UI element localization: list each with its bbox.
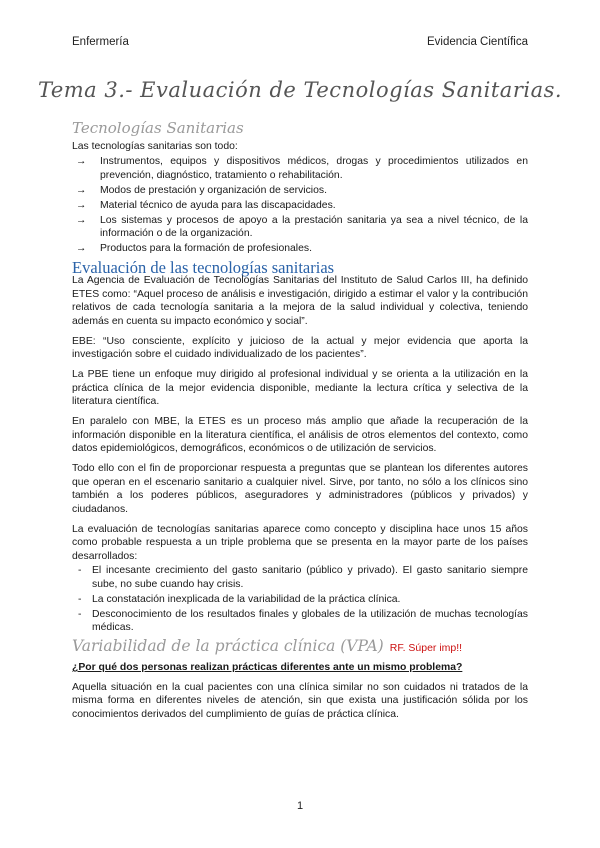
section-heading-variabilidad: Variabilidad de la práctica clínica (VPA): [72, 636, 384, 655]
paragraph: La PBE tiene un enfoque muy dirigido al profesional individual y se orienta a la utilización en la práctica clínica de la mejor evidencia disponible, mediante la lectura crítica y selectiva de la literatura científica.: [72, 369, 528, 407]
arrow-icon: →: [76, 184, 87, 196]
paragraph: Aquella situación en la cual pacientes con una clínica similar no son cuidados ni tratados de la misma forma en diferentes niveles de atención, sin que exista una justificación sólida por los conocimientos derivados del cumplimiento de guías de práctica clínica.: [72, 681, 528, 720]
dash-bullet: -: [78, 593, 82, 605]
arrow-icon: →: [76, 199, 87, 211]
question-text: ¿Por qué dos personas realizan prácticas diferentes ante un mismo problema?: [72, 662, 463, 673]
list-item: → Instrumentos, equipos y dispositivos médicos, drogas y procedimientos utilizados en prevención, diagnóstico, tratamiento o rehabilitación.: [76, 156, 528, 181]
dash-bullet: -: [78, 565, 82, 576]
list-item: → Productos para la formación de profesionales.: [76, 243, 312, 254]
dash-bullet: -: [78, 608, 82, 620]
list-item: → Modos de prestación y organización de servicios.: [76, 184, 327, 196]
section-heading-evaluacion: Evaluación de las tecnologías sanitarias: [72, 257, 335, 277]
list-item: → Los sistemas y procesos de apoyo a la prestación sanitaria ya sea a nivel técnico, de la información o de la organización.: [76, 214, 528, 239]
intro-text: Las tecnologías sanitarias son todo:: [72, 140, 238, 152]
list-item: - La constatación inexplicada de la variabilidad de la práctica clínica.: [78, 593, 401, 605]
paragraph: La evaluación de tecnologías sanitarias aparece como concepto y disciplina hace unos 15 años como probable respuesta a un triple problema que se presenta en la mayor parte de los países desarrollados:: [72, 523, 528, 562]
header-right: Evidencia Científica: [427, 36, 528, 48]
list-item: → Material técnico de ayuda para las discapacidades.: [76, 199, 336, 211]
header-left: Enfermería: [72, 36, 129, 48]
importance-note: RF. Súper imp!!: [389, 641, 463, 654]
arrow-icon: →: [76, 243, 87, 254]
section-heading-tecnologias: Tecnologías Sanitarias: [72, 119, 244, 137]
problem-list: [72, 564, 528, 635]
section-heading-row: [72, 636, 528, 656]
paragraph: En paralelo con MBE, la ETES es un proceso más amplio que añade la recuperación de la información disponible en la literatura científica, el análisis de otros elementos del contexto, como datos epidemiológicos, demográficos, económicos o de utilización de servicios.: [72, 416, 528, 454]
paragraph: La Agencia de Evaluación de Tecnologías Sanitarias del Instituto de Salud Carlos III, ha definido ETES como: “Aquel proceso de análisis e investigación, dirigido a estimar el valor y la contribución relativos de cada tecnología sanitaria a la mejora de la salud individual y colectiva, teniendo además en cuenta su impacto económico y social”.: [72, 275, 528, 327]
document-body: [72, 119, 528, 728]
arrow-icon: →: [76, 214, 87, 226]
list-item: - El incesante crecimiento del gasto sanitario (público y privado). El gasto sanitario siempre sube, no sube cuando hay crisis.: [78, 565, 528, 590]
arrow-icon: →: [76, 156, 87, 167]
paragraph: EBE: “Uso consciente, explícito y juicioso de la actual y mejor evidencia que aporta la investigación sobre el cuidado individualizado de los pacientes”.: [72, 335, 528, 360]
page-title: Tema 3.- Evaluación de Tecnologías Sanitarias.: [37, 78, 563, 102]
list-item: - Desconocimiento de los resultados finales y globales de la utilización de muchas tecnologías médicas.: [78, 608, 528, 633]
tecnologias-list: [72, 155, 528, 256]
paragraph: Todo ello con el fin de proporcionar respuesta a preguntas que se plantean los diferentes autores que operan en el escenario sanitario a cualquier nivel. Sirve, por tanto, no sólo a los clínicos sino también a los poderes públicos, aseguradores y administradores (públicos y privados) y ciudadanos.: [72, 463, 528, 515]
page-number: 1: [296, 800, 304, 812]
